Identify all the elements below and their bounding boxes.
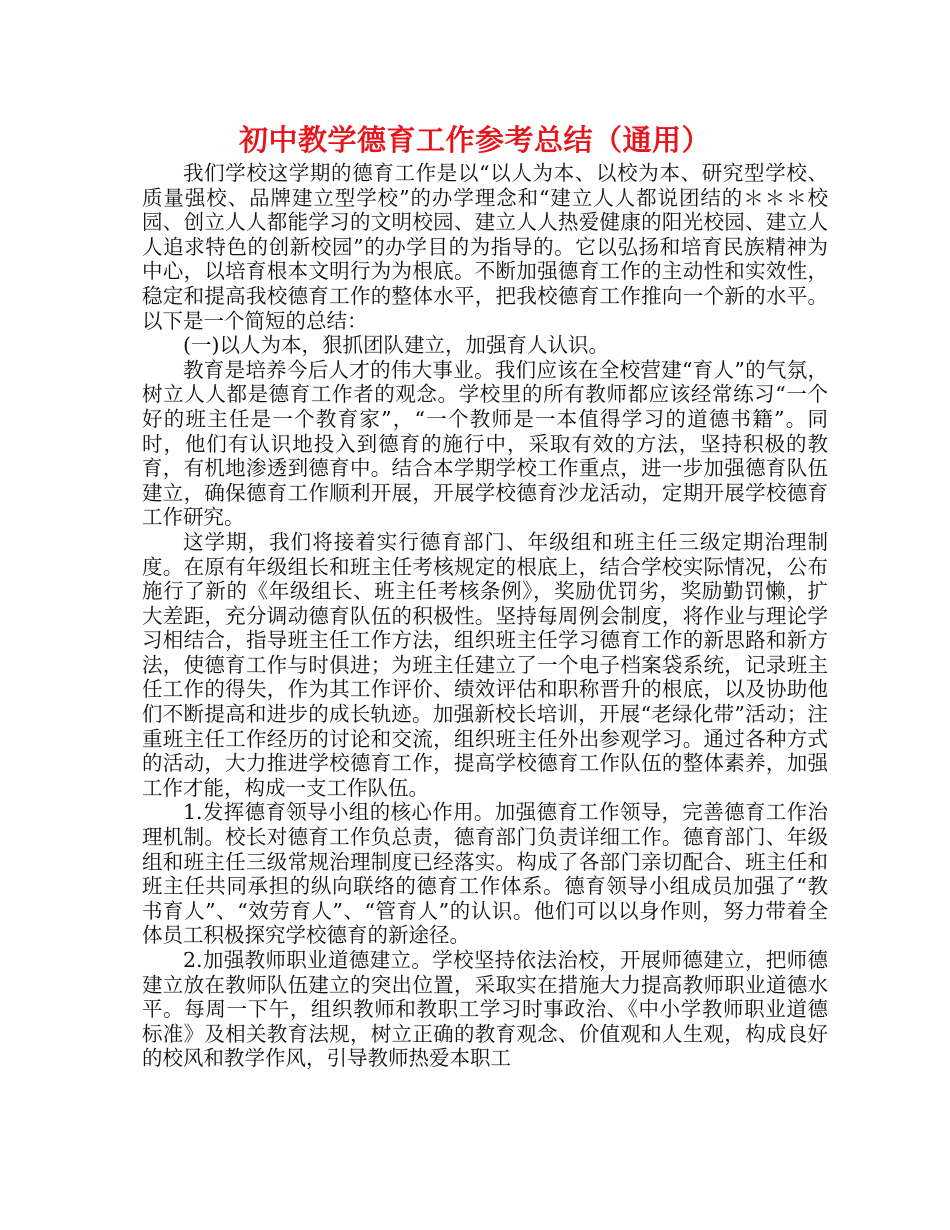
section-heading-1: (一)以人为本，狠抓团队建立，加强育人认识。 <box>183 333 609 358</box>
paragraph-education: 教育是培养今后人才的伟大事业。我们应该在全校营建“育人”的气氛，树立人人都是德育工作者的观念。学校里的所有教师都应该经常练习“一个好的班主任是一个教育家”，“一个教师是一本值得学习的道德书籍”。同时，他们有认识地投入到德育的施行中，采取有效的方法，坚持积极的教育，有机地渗透到德育中。结合本学期学校工作重点，进一步加强德育队伍建立，确保德育工作顺利开展，开展学校德育沙龙活动，定期开展学校德育工作研究。 <box>142 357 828 530</box>
paragraph-item-1: 1.发挥德育领导小组的核心作用。加强德育工作领导，完善德育工作治理机制。校长对德育工作负总责，德育部门负责详细工作。德育部门、年级组和班主任三级常规治理制度已经落实。构成了各部门亲切配合、班主任和班主任共同承担的纵向联络的德育工作体系。德育领导小组成员加强了“教书育人”、“效劳育人”、“管育人”的认识。他们可以以身作则，努力带着全体员工积极探究学校德育的新途径。 <box>142 800 828 948</box>
paragraph-intro: 我们学校这学期的德育工作是以“以人为本、以校为本、研究型学校、质量强校、品牌建立型学校”的办学理念和“建立人人都说团结的＊＊＊校园、创立人人都能学习的文明校园、建立人人热爱健康的阳光校园、建立人人追求特色的创新校园”的办学目的为指导的。它以弘扬和培育民族精神为中心，以培育根本文明行为为根底。不断加强德育工作的主动性和实效性，稳定和提高我校德育工作的整体水平，把我校德育工作推向一个新的水平。以下是一个简短的总结： <box>142 161 828 333</box>
paragraph-item-2: 2.加强教师职业道德建立。学校坚持依法治校，开展师德建立，把师德建立放在教师队伍建立的突出位置，采取实在措施大力提高教师职业道德水平。每周一下午，组织教师和教职工学习时事政治、《中小学教师职业道德标准》及相关教育法规，树立正确的教育观念、价值观和人生观，构成良好的校风和教学作风，引导教师热爱本职工 <box>142 948 828 1071</box>
paragraph-semester: 这学期，我们将接着实行德育部门、年级组和班主任三级定期治理制度。在原有年级组长和班主任考核规定的根底上，结合学校实际情况，公布施行了新的《年级组长、班主任考核条例》，奖励优罚劣，奖励勤罚懒，扩大差距，充分调动德育队伍的积极性。坚持每周例会制度，将作业与理论学习相结合，指导班主任工作方法，组织班主任学习德育工作的新思路和新方法，使德育工作与时俱进；为班主任建立了一个电子档案袋系统，记录班主任工作的得失，作为其工作评价、绩效评估和职称晋升的根底，以及协助他们不断提高和进步的成长轨迹。加强新校长培训，开展“老绿化带”活动；注重班主任工作经历的讨论和交流，组织班主任外出参观学习。通过各种方式的活动，大力推进学校德育工作，提高学校德育工作队伍的整体素养，加强工作才能，构成一支工作队伍。 <box>142 529 828 800</box>
document-body <box>142 161 828 1071</box>
document-title: 初中教学德育工作参考总结（通用） <box>238 123 711 157</box>
